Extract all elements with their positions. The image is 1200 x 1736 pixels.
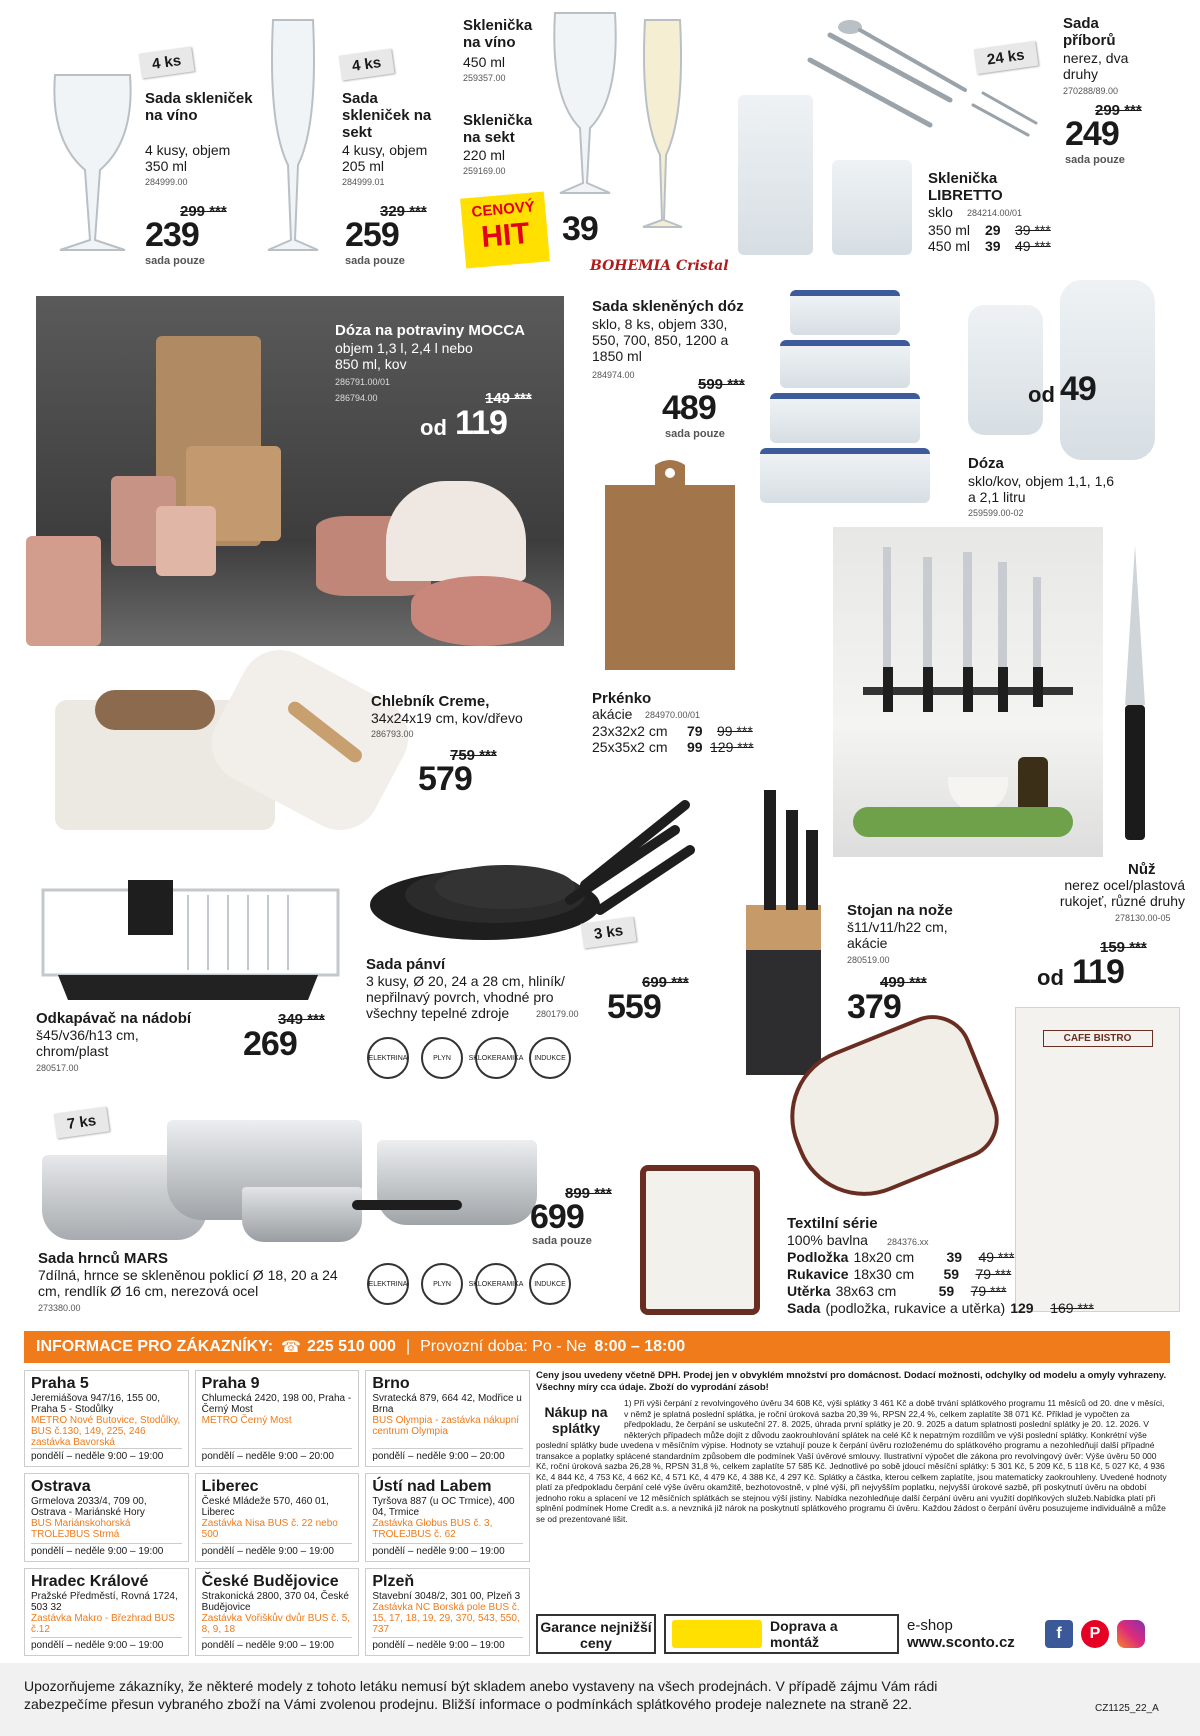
eshop-url: www.sconto.cz (907, 1634, 1015, 1651)
bohemia-cristal-logo: BOHEMIA Cristal (590, 258, 729, 274)
product-code: 273380.00 (38, 1303, 81, 1313)
store-address: Svratecká 879, 664 42, Modřice u Brna (372, 1393, 522, 1415)
store-card[interactable] (365, 1370, 530, 1467)
knife-stand-photo (736, 790, 831, 1075)
store-transport: BUS Mariánskohorská TROLEJBUS Strmá (31, 1518, 131, 1540)
phone-number[interactable]: 225 510 000 (306, 1338, 396, 1355)
facebook-icon[interactable]: f (1045, 1620, 1073, 1648)
old-price: 149 *** (485, 390, 532, 407)
price: 269 (243, 1025, 297, 1063)
old-price: 299 *** (180, 203, 227, 220)
delivery-truck-icon (672, 1620, 762, 1648)
store-hours: pondělí – neděle 9:00 – 19:00 (31, 1637, 182, 1651)
price: 579 (418, 760, 472, 798)
wine-glass-single-photo (550, 8, 620, 203)
store-transport: Zastávka Vořiškův dvůr BUS č. 5, 8, 9, 18 (201, 1612, 351, 1635)
price: 259 (345, 216, 399, 254)
legal-headline: Ceny jsou uvedeny včetně DPH. Prodej jen v obvyklém množství pro domácnost. Dodací možnosti, odchylky od modelu a omyly vyhrazeny. Všechny míry cca údaje. Zboží do vyprodání zásob! (536, 1370, 1167, 1393)
ceramic-hob-icon: SKLOKERAMIKA (475, 1263, 517, 1305)
instagram-icon[interactable] (1117, 1620, 1145, 1648)
store-hours: pondělí – neděle 9:00 – 19:00 (372, 1543, 523, 1557)
cutlery-small-photo (968, 85, 1038, 145)
price: 119 (1072, 953, 1124, 991)
jar-photo (968, 305, 1043, 435)
store-address: Grmelova 2033/4, 709 00, Ostrava - Mariánské Hory (31, 1496, 147, 1518)
canister-photo (26, 536, 101, 646)
legal-text: 1) Při výši čerpání z revolvingového úvěru 34 608 Kč, výši splátky 3 461 Kč a době trvání splátkového programu 11 měsíců od 20. dne v měsíci, v němž je splatná poslední splátka, je roční úroková sazba 20,39 %, RPSN 22,4 %, celkem zaplatíte 38 071 Kč. Příklad je vypočten za předpokladu, že čerpání se uskuteční 27. 8. 2025, úhrada první splátky je 20. 9. 2025 a datum splatnosti poslední splátky je 20. 12. 2026. V některých případech může dojít z důvodu zaokrouhlování splátek na celé Kč k nepatrným rozdílům ve výši poslední splátky. Konkrétní výše poslední splátky bude uvedena v měsíčním výpise. Hodnoty se vztahují pouze k čerpání úvěru rozloženému do splátkového programu a nezohledňují další případné transakce a poplatky splácené standardním způsobem dle podmínek Vaší úvěrové smlouvy. Ilustrativní výpočet dle zákona pro revolvingový úvěr: Výše úvěru 50 000 Kč, roční úroková sazba 26,28 %, RPSN 31,8 %, celkem zaplatíte 57 585 Kč. Jednotlivé po sobě jdoucí měsíční splátky: 5 301 Kč, 5 209 Kč, 5 118 Kč, 5 027 Kč, 4 936 Kč, 4 844 Kč, 4 753 Kč, 4 662 Kč, 4 571 Kč, 4 479 Kč, 4 388 Kč, 4 297 Kč. Splátky a částka, kterou celkem zaplatíte, jsou matematicky zaokrouhleny. Uvedené hodnoty platí za předpokladu čerpání celé výše úvěru okamžitě, bezhotovostně, v plné výši, při nejvyšším poplatku, nejvyšší úrokové sazbě, při poskytnutí úvěru na období jednoho roku a splacení ve 12 měsíčních splátkách se stejnou výší jistiny. Nabídka nezohledňuje další čerpání úvěru ani využití doplňkových služeb.Nabídka platí při splnění podmínek Home Credit a.s. a nevzniká již nárok na poskytnutí splátkového programu či úvěru. Každou žádost o čerpání úvěru posuzujeme individuálně a může se od prezentované lišit. (536, 1398, 1167, 1524)
hours-label: Provozní doba: Po - Ne (420, 1338, 587, 1355)
cutting-board-photo (595, 455, 745, 675)
price-note: sada pouze (665, 428, 725, 440)
product-desc: nerez, dva druhy (1063, 50, 1129, 82)
size-old-price: 129 *** (710, 739, 754, 755)
product-code: 259357.00 (463, 73, 506, 83)
store-hours: pondělí – neděle 9:00 – 20:00 (202, 1448, 353, 1462)
old-price: 159 *** (1100, 939, 1147, 956)
size-price: 29 (985, 222, 1001, 238)
footer-bar (0, 1663, 1200, 1736)
product-desc: sklo (928, 204, 953, 220)
price: 489 (662, 389, 716, 427)
textile-row-old: 49 *** (978, 1249, 1015, 1265)
size-label: 350 ml (928, 222, 971, 238)
textile-row-name: Utěrka (787, 1283, 831, 1299)
sekt-glass-photo (258, 15, 328, 260)
store-address: Strakonická 2800, 370 04, České Budějovice (201, 1590, 349, 1613)
eshop-label: e-shop (907, 1617, 953, 1634)
product-title: Sada skleněných dóz (592, 298, 744, 315)
textile-row-size: 18x20 cm (853, 1249, 915, 1265)
store-card[interactable] (24, 1370, 189, 1467)
store-name: Ústí nad Labem (372, 1478, 492, 1495)
bread-box-photo (55, 670, 405, 835)
product-code: 278130.00-05 (1115, 913, 1171, 923)
size-price: 39 (985, 238, 1001, 254)
product-code: 280519.00 (847, 955, 890, 965)
drainer-photo (38, 875, 343, 1005)
product-title: Dóza (968, 455, 1004, 472)
old-price: 349 *** (278, 1011, 325, 1028)
installment-label: Nákup na splátky (544, 1404, 608, 1436)
store-address: Pražské Předměstí, Rovná 1724, 503 32 (31, 1590, 178, 1613)
product-title: Stojan na nože (847, 902, 953, 919)
store-transport: Zastávka NC Borská pole BUS č. 15, 17, 18, 19, 29, 370, 543, 550, 737 (372, 1601, 520, 1635)
product-title: Sklenička na sekt (463, 112, 533, 146)
size-label: 450 ml (928, 238, 971, 254)
textile-row-name: Podložka (787, 1249, 849, 1265)
textile-row-price: 129 (1010, 1300, 1034, 1316)
product-code: 280179.00 (536, 1009, 579, 1019)
old-price: 299 *** (1095, 102, 1142, 119)
size-label: 25x35x2 cm (592, 739, 668, 755)
store-transport: BUS Olympia - zastávka nákupní centrum Olympia (372, 1415, 520, 1437)
textile-row-old: 79 *** (975, 1266, 1012, 1282)
size-price: 99 (687, 739, 703, 755)
price-note: sada pouze (345, 255, 405, 267)
quantity-tag: 24 ks (974, 41, 1038, 74)
pans-photo (365, 795, 695, 945)
cutlery-photo (800, 15, 970, 135)
induction-hob-icon: INDUKCE (529, 1037, 571, 1079)
store-transport: METRO Černý Most (201, 1415, 292, 1426)
old-price: 699 *** (642, 974, 689, 991)
store-card[interactable] (365, 1568, 530, 1657)
product-desc: 4 kusy, objem 350 ml (145, 142, 231, 174)
hours-value: 8:00 – 18:00 (594, 1338, 686, 1355)
stores-grid (24, 1370, 530, 1656)
product-desc: akácie (592, 706, 633, 722)
phone-icon: ☎ (281, 1339, 301, 1356)
store-hours: pondělí – neděle 9:00 – 19:00 (202, 1543, 353, 1557)
size-old-price: 39 *** (1015, 222, 1051, 238)
product-code: 284376.xx (887, 1237, 929, 1247)
product-code: 284974.00 (592, 370, 635, 380)
textile-row (787, 1300, 1157, 1317)
product-title: Odkapávač na nádobí (36, 1010, 192, 1027)
textile-row-size: 18x30 cm (853, 1266, 915, 1282)
pots-photo (22, 1095, 562, 1245)
price: 379 (847, 988, 901, 1026)
textile-row-name: Rukavice (787, 1266, 849, 1282)
product-desc: š45/v36/h13 cm, chrom/plast (36, 1027, 139, 1059)
product-code: 286794.00 (335, 393, 378, 403)
divider: | (405, 1338, 411, 1355)
product-title: Sada skleniček na sekt (342, 90, 432, 141)
store-address: Stavební 3048/2, 301 00, Plzeň 3 (372, 1590, 521, 1602)
footer-code: CZ1125_22_A (1095, 1703, 1159, 1714)
product-code: 270288/89.00 (1063, 86, 1119, 96)
wine-glass-photo (45, 70, 140, 260)
footer-text: Upozorňujeme zákazníky, že některé modely z tohoto letáku nemusí být skladem anebo vystaveny na všech prodejnách. V případě zájmu Vám rádi zabezpečíme přesun vybraného zboží na Vámi zvolenou prodejnu. Bližší informace o podmínkách splátkového prodeje naleznete na straně 22. (24, 1678, 938, 1712)
delivery-button[interactable] (664, 1614, 899, 1654)
canister-photo (156, 506, 216, 576)
product-title: Dóza na potraviny MOCCA (335, 322, 526, 339)
legal-block (536, 1370, 1170, 1608)
textile-row (787, 1266, 1157, 1283)
store-hours: pondělí – neděle 9:00 – 19:00 (31, 1448, 182, 1462)
price: 39 (562, 210, 598, 248)
old-price: 899 *** (565, 1185, 612, 1202)
product-title: Textilní série (787, 1215, 878, 1232)
textile-row-name: Sada (787, 1300, 821, 1316)
product-code: 280517.00 (36, 1063, 79, 1073)
potholder-photo (640, 1165, 760, 1315)
product-title: Sada hrnců MARS (38, 1250, 169, 1267)
store-name: Hradec Králové (31, 1572, 149, 1590)
price: 239 (145, 216, 199, 254)
gas-hob-icon: PLYN (421, 1263, 463, 1305)
price: 49 (1060, 370, 1096, 408)
store-hours: pondělí – neděle 9:00 – 19:00 (372, 1637, 523, 1651)
eshop-link[interactable] (907, 1617, 1037, 1651)
store-name: Ostrava (31, 1478, 91, 1495)
old-price: 329 *** (380, 203, 427, 220)
store-card[interactable] (24, 1473, 189, 1562)
product-desc: 450 ml (463, 54, 506, 70)
store-card[interactable] (24, 1568, 189, 1657)
old-price: 759 *** (450, 747, 497, 764)
product-code: 284999.01 (342, 177, 385, 187)
libretto-short-photo (832, 160, 912, 255)
glass-boxes-photo (760, 290, 935, 505)
product-desc: nerez ocel/plastová rukojeť, různé druhy (1059, 877, 1185, 909)
quantity-tag: 7 ks (54, 1106, 110, 1138)
store-transport: Zastávka Makro - Březhrad BUS č.12 (31, 1612, 175, 1635)
store-name: Liberec (201, 1478, 259, 1495)
store-hours: pondělí – neděle 9:00 – 20:00 (372, 1448, 523, 1462)
product-title: Sada příborů (1063, 15, 1116, 49)
heat-icons-row (367, 1263, 587, 1311)
product-code: 286793.00 (371, 729, 414, 739)
store-name: Brno (372, 1375, 410, 1392)
old-price: 499 *** (880, 974, 927, 991)
store-address: Jeremiášova 947/16, 155 00, Praha 5 - Stodůlky (31, 1393, 160, 1415)
textile-row (787, 1249, 1157, 1266)
canister-photo (386, 481, 526, 581)
store-transport: Zastávka Globus BUS č. 3, TROLEJBUS č. 62 (372, 1518, 493, 1540)
guarantee-button[interactable]: Garance nejnižší ceny (536, 1614, 656, 1654)
canister-photo (411, 576, 551, 646)
product-code: 259169.00 (463, 166, 506, 176)
product-code: 284970.00/01 (645, 710, 701, 720)
services-row (536, 1612, 1170, 1656)
pinterest-icon[interactable]: P (1081, 1620, 1109, 1648)
textile-row-size: 38x63 cm (835, 1283, 897, 1299)
product-title: Prkénko (592, 690, 652, 707)
electric-hob-icon: ELEKTRINA (367, 1263, 409, 1305)
price: 559 (607, 988, 661, 1026)
store-address: Tyršova 887 (u OC Trmice), 400 04, Trmice (372, 1496, 515, 1518)
electric-hob-icon: ELEKTRINA (367, 1037, 409, 1079)
store-card[interactable] (195, 1568, 360, 1657)
store-name: Plzeň (372, 1572, 415, 1590)
textile-price-list (787, 1249, 1157, 1317)
product-desc: 7dílná, hrnce se skleněnou poklicí Ø 18, 20 a 24 cm, rendlík Ø 16 cm, nerezová ocel (38, 1267, 338, 1299)
customer-info-bar (24, 1331, 1170, 1363)
product-desc: sklo, 8 ks, objem 330, 550, 700, 850, 1200 a 1850 ml (592, 316, 729, 364)
store-card[interactable] (365, 1473, 530, 1562)
product-title: Sada pánví (366, 956, 446, 973)
product-code: 284214.00/01 (967, 208, 1023, 218)
knife-photo (1120, 545, 1150, 840)
textile-row-old: 169 *** (1050, 1300, 1094, 1316)
product-desc: 3 kusy, Ø 20, 24 a 28 cm, hliník/ nepřilnavý povrch, vhodné pro všechny tepelné zdroje (366, 973, 565, 1021)
store-name: Praha 9 (201, 1375, 260, 1392)
textile-row-size: (podložka, rukavice a utěrka) (825, 1300, 1006, 1316)
store-name: Praha 5 (31, 1375, 89, 1392)
price-note: sada pouze (532, 1235, 592, 1247)
product-desc: objem 1,3 l, 2,4 l nebo 850 ml, kov (335, 340, 473, 372)
towel-text: CAFE BISTRO (1043, 1030, 1153, 1047)
price: 699 (530, 1198, 584, 1236)
product-code: 286791.00/01 (335, 377, 391, 387)
size-label: 23x32x2 cm (592, 723, 668, 739)
product-code: 284999.00 (145, 177, 188, 187)
product-desc: 34x24x19 cm, kov/dřevo (371, 710, 523, 726)
store-name: České Budějovice (201, 1572, 339, 1590)
heat-icons-row (367, 1037, 587, 1085)
store-card[interactable] (195, 1370, 360, 1467)
old-price: 599 *** (698, 376, 745, 393)
price: 249 (1065, 115, 1119, 153)
store-hours: pondělí – neděle 9:00 – 19:00 (31, 1543, 182, 1557)
store-transport: METRO Nové Butovice, Stodůlky, BUS č.130, 149, 225, 246 zastávka Bavorská (31, 1415, 181, 1448)
textile-row-price: 59 (938, 1283, 955, 1299)
product-code: 259599.00-02 (968, 508, 1024, 518)
hit-bottom-text: HIT (479, 216, 531, 255)
size-price: 79 (687, 723, 703, 739)
store-address: Chlumecká 2420, 198 00, Praha - Černý Most (201, 1393, 352, 1415)
product-desc: 4 kusy, objem 205 ml (342, 142, 428, 174)
induction-hob-icon: INDUKCE (529, 1263, 571, 1305)
textile-row (787, 1283, 1157, 1300)
store-hours: pondělí – neděle 9:00 – 19:00 (202, 1637, 353, 1651)
price-prefix: od (1028, 382, 1055, 407)
product-title: Sklenička na víno (463, 17, 533, 51)
cenovy-hit-badge (460, 191, 550, 268)
store-address: České Mládeže 570, 460 01, Liberec (201, 1496, 329, 1518)
store-transport: Zastávka Nisa BUS č. 22 nebo 500 (201, 1518, 338, 1540)
textile-row-price: 59 (943, 1266, 960, 1282)
product-desc: 100% bavlna (787, 1232, 868, 1248)
quantity-tag: 4 ks (339, 48, 395, 80)
price: 119 (455, 404, 507, 442)
product-title: Chlebník Creme, (371, 693, 490, 710)
knives-wall-photo (833, 527, 1103, 857)
sekt-glass-single-photo (635, 15, 690, 235)
product-desc: š11/v11/h22 cm, akácie (847, 919, 948, 951)
price-prefix: od (1037, 965, 1064, 990)
size-old-price: 49 *** (1015, 238, 1051, 254)
hit-top-text: CENOVÝ (470, 198, 536, 221)
delivery-label: Doprava a montáž (770, 1618, 838, 1650)
info-label: INFORMACE PRO ZÁKAZNÍKY: (36, 1338, 274, 1355)
quantity-tag: 3 ks (581, 916, 637, 948)
ceramic-hob-icon: SKLOKERAMIKA (475, 1037, 517, 1079)
textile-row-old: 79 *** (970, 1283, 1007, 1299)
textile-row-price: 39 (946, 1249, 963, 1265)
product-title: Sada skleniček na víno (145, 90, 253, 124)
quantity-tag: 4 ks (139, 46, 195, 78)
price-note: sada pouze (145, 255, 205, 267)
store-card[interactable] (195, 1473, 360, 1562)
product-title: Nůž (1128, 861, 1156, 878)
product-desc: sklo/kov, objem 1,1, 1,6 a 2,1 litru (968, 473, 1115, 505)
product-desc: 220 ml (463, 147, 506, 163)
product-title: Sklenička LIBRETTO (928, 170, 1003, 204)
gas-hob-icon: PLYN (421, 1037, 463, 1079)
price-prefix: od (420, 415, 447, 440)
size-old-price: 99 *** (717, 723, 753, 739)
price-note: sada pouze (1065, 154, 1125, 166)
